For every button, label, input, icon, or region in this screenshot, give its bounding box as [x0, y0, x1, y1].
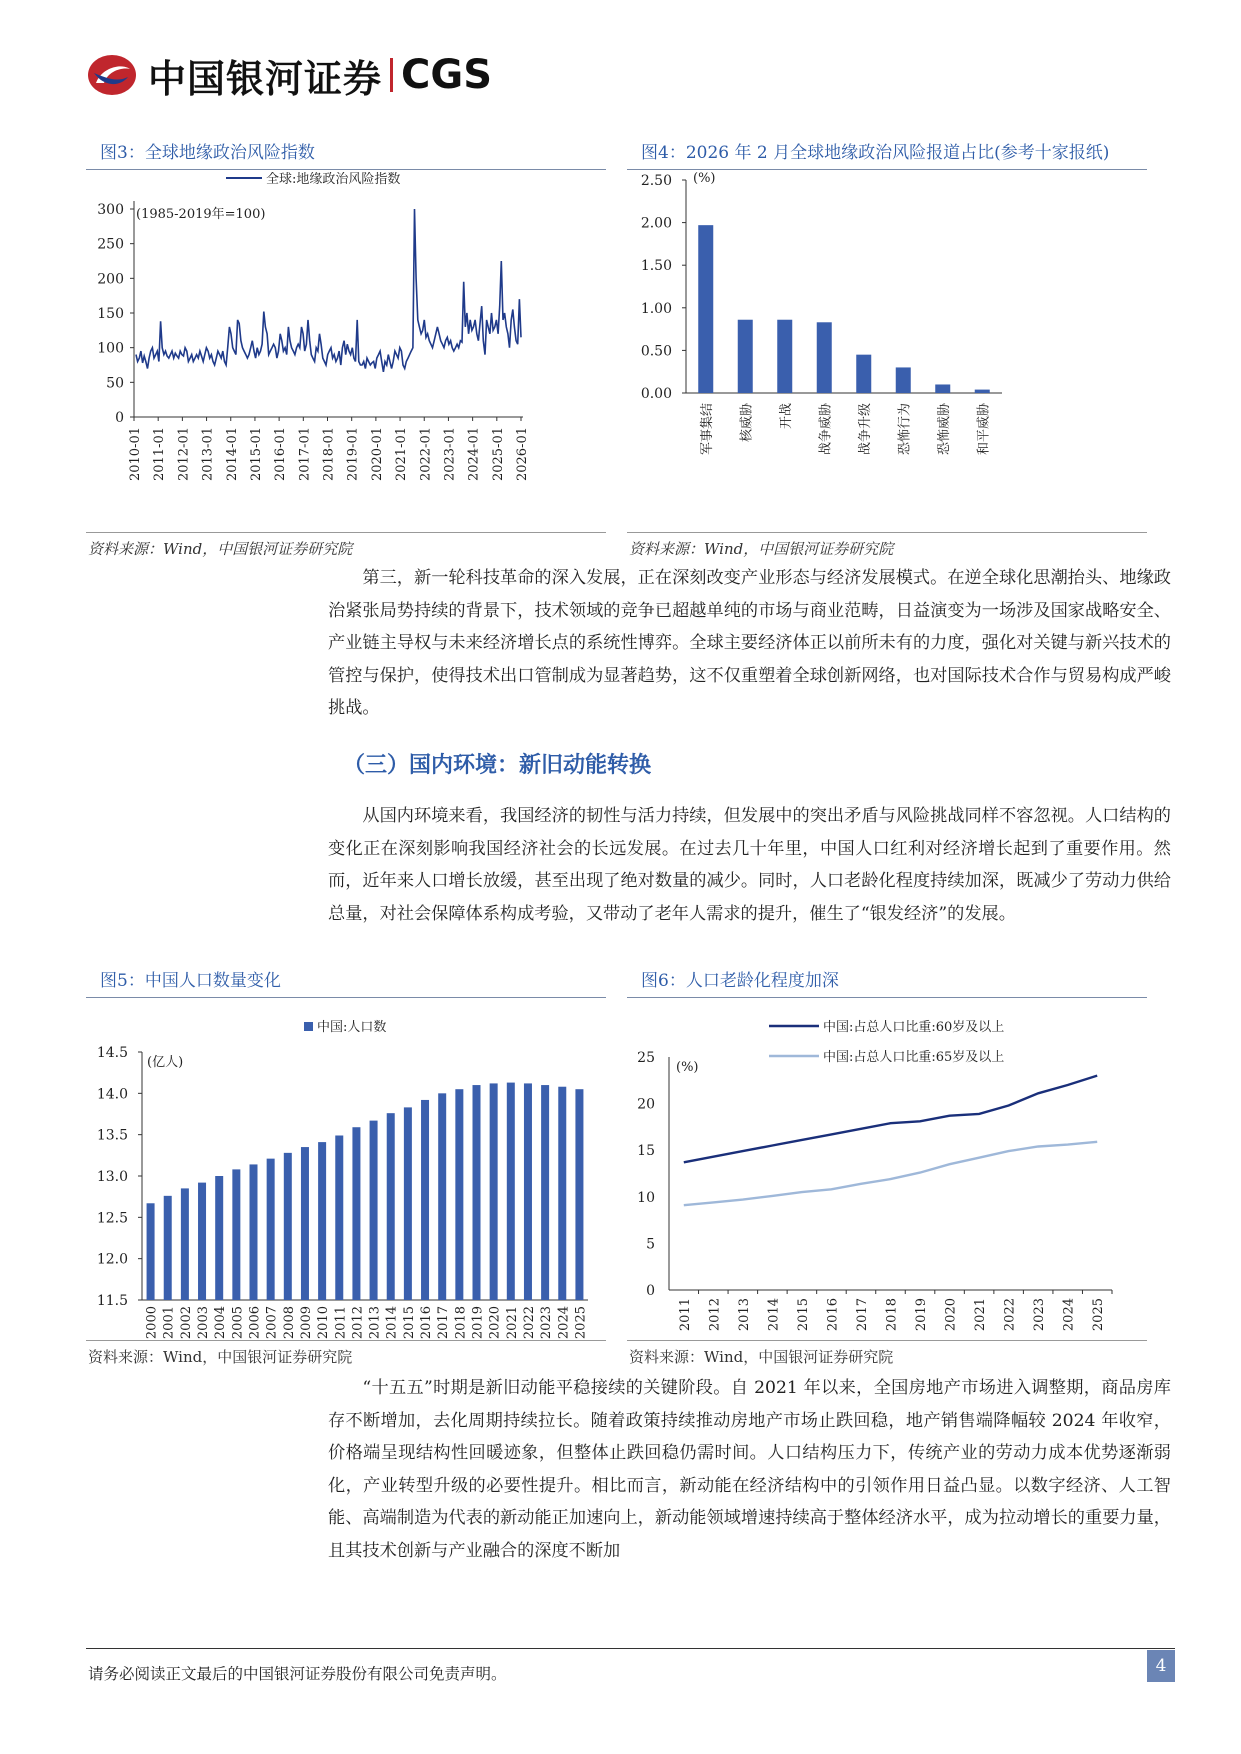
- x-tick-label: 2013: [736, 1298, 752, 1332]
- bar: [455, 1089, 463, 1300]
- bar: [301, 1147, 309, 1300]
- figure-3-rule: [86, 532, 606, 533]
- series-line-gpr: [136, 209, 521, 372]
- y-tick-label: 100: [97, 340, 124, 357]
- x-tick-label: 2021: [504, 1306, 520, 1340]
- bar: [524, 1083, 532, 1300]
- x-tick-label: 2019: [470, 1306, 486, 1340]
- chart-6: [627, 1000, 1147, 1340]
- y-tick-label: 0: [646, 1283, 655, 1299]
- figure-5: [86, 962, 606, 998]
- x-tick-label: 2017-01: [297, 427, 313, 482]
- x-tick-label: 2001: [161, 1306, 177, 1340]
- category-label: 核威胁: [739, 403, 755, 443]
- x-tick-label: 2024: [1061, 1298, 1077, 1332]
- legend-label: 全球:地缘政治风险指数: [266, 172, 401, 187]
- x-tick-label: 2020-01: [369, 427, 385, 482]
- brand-name-en: CGS: [401, 52, 493, 98]
- x-tick-label: 2011: [333, 1306, 349, 1340]
- y-tick-label: 2.50: [640, 173, 672, 189]
- category-label: 开战: [778, 403, 794, 430]
- x-tick-label: 2023: [539, 1306, 555, 1340]
- bar: [438, 1093, 446, 1300]
- bar: [856, 355, 871, 393]
- bar: [507, 1083, 515, 1300]
- bar: [181, 1188, 189, 1300]
- y-tick-label: 14.0: [96, 1086, 128, 1103]
- figure-6: [627, 962, 1147, 998]
- y-tick-label: 200: [97, 271, 124, 288]
- y-tick-label: 0.50: [640, 343, 672, 360]
- x-tick-label: 2014: [384, 1306, 400, 1340]
- y-tick-label: 10: [637, 1189, 655, 1206]
- x-tick-label: 2011: [677, 1298, 693, 1332]
- cgs-logo-icon: [86, 53, 138, 97]
- figure-4: [627, 134, 1147, 170]
- bar: [250, 1164, 258, 1300]
- bar: [267, 1159, 275, 1300]
- y-tick-label: 5: [646, 1236, 655, 1253]
- brand-name-cn: 中国银河证券: [148, 56, 383, 101]
- unit-label: (%): [693, 172, 716, 186]
- x-tick-label: 2005: [230, 1306, 246, 1340]
- x-tick-label: 2012-01: [176, 427, 192, 482]
- bar: [198, 1183, 206, 1300]
- figure-4-rule: [627, 532, 1147, 533]
- x-tick-label: 2004: [213, 1306, 229, 1340]
- category-label: 恐怖威胁: [936, 403, 952, 456]
- x-tick-label: 2013-01: [200, 427, 216, 482]
- legend-label: 中国:人口数: [317, 1020, 387, 1035]
- footer-rule: [86, 1648, 1175, 1649]
- x-tick-label: 2015: [795, 1298, 811, 1332]
- x-tick-label: 2019-01: [345, 427, 361, 482]
- figure-3-source: 资料来源：Wind，中国银河证券研究院: [88, 540, 353, 558]
- figure-6-title: 图6：人口老龄化程度加深: [627, 962, 1147, 998]
- bar: [387, 1113, 395, 1300]
- x-tick-label: 2024: [556, 1306, 572, 1340]
- bar: [490, 1083, 498, 1300]
- bar: [738, 320, 753, 393]
- x-tick-label: 2016: [419, 1306, 435, 1340]
- y-tick-label: 250: [97, 236, 124, 253]
- y-tick-label: 1.00: [640, 300, 672, 317]
- y-tick-label: 2.00: [640, 215, 672, 232]
- bar: [975, 390, 990, 393]
- y-tick-label: 13.5: [96, 1127, 128, 1144]
- x-tick-label: 2022-01: [418, 427, 434, 482]
- category-label: 战争升级: [857, 403, 873, 456]
- x-tick-label: 2021-01: [394, 427, 410, 482]
- category-label: 和平威胁: [976, 403, 992, 456]
- bar: [335, 1135, 343, 1300]
- x-tick-label: 2024-01: [466, 427, 482, 482]
- x-tick-label: 2015-01: [248, 427, 264, 482]
- x-tick-label: 2025-01: [490, 427, 506, 482]
- unit-label: (%): [676, 1060, 699, 1075]
- x-tick-label: 2014: [766, 1298, 782, 1332]
- x-tick-label: 2010: [316, 1306, 332, 1340]
- x-tick-label: 2020: [487, 1306, 503, 1340]
- y-tick-label: 25: [637, 1050, 655, 1066]
- page-number: 4: [1147, 1650, 1175, 1682]
- bar: [541, 1085, 549, 1300]
- legend-swatch: [304, 1022, 313, 1031]
- x-tick-label: 2023-01: [442, 427, 458, 482]
- x-tick-label: 2025: [573, 1306, 589, 1340]
- bar: [164, 1196, 172, 1300]
- y-tick-label: 11.5: [96, 1293, 128, 1309]
- figure-6-rule: [627, 1340, 1147, 1341]
- figure-4-source: 资料来源：Wind，中国银河证券研究院: [629, 540, 894, 558]
- bar: [698, 225, 713, 393]
- bar: [232, 1169, 240, 1300]
- unit-label: (亿人): [147, 1055, 184, 1070]
- x-tick-label: 2006: [247, 1306, 263, 1340]
- figure-5-title: 图5：中国人口数量变化: [86, 962, 606, 998]
- figure-6-source: 资料来源：Wind，中国银河证券研究院: [629, 1348, 894, 1366]
- x-tick-label: 2015: [401, 1306, 417, 1340]
- x-tick-label: 2022: [521, 1306, 537, 1340]
- x-tick-label: 2007: [264, 1306, 280, 1340]
- chart-note: (1985-2019年=100): [136, 207, 266, 222]
- bar: [896, 367, 911, 393]
- y-tick-label: 12.5: [96, 1210, 128, 1227]
- x-tick-label: 2017: [436, 1306, 452, 1340]
- y-tick-label: 300: [97, 202, 124, 218]
- y-tick-label: 14.5: [96, 1045, 128, 1061]
- bar: [473, 1085, 481, 1300]
- y-tick-label: 150: [97, 306, 124, 322]
- y-tick-label: 20: [637, 1096, 655, 1113]
- x-tick-label: 2016-01: [273, 427, 289, 482]
- legend-label-2: 中国:占总人口比重:65岁及以上: [823, 1050, 1005, 1065]
- x-tick-label: 2016: [825, 1298, 841, 1332]
- y-tick-label: 50: [106, 375, 124, 392]
- x-tick-label: 2018: [884, 1298, 900, 1332]
- paragraph-3: “十五五”时期是新旧动能平稳接续的关键阶段。自 2021 年以来，全国房地产市场进入调整期，商品房库存不断增加，去化周期持续拉长。随着政策持续推动房地产市场止跌回稳，地产销售端降幅较 2024 年收窄，价格端呈现结构性回暖迹象，但整体止跌回稳仍需时间。人口结构压力下，传统产业的劳动力成本优势逐渐弱化，产业转型升级的必要性提升。相比而言，新动能在经济结构中的引领作用日益凸显。以数字经济、人工智能、高端制造为代表的新动能正加速向上，新动能领域增速持续高于整体经济水平，成为拉动增长的重要力量，且其技术创新与产业融合的深度不断加: [328, 1378, 1171, 1561]
- x-tick-label: 2018: [453, 1306, 469, 1340]
- bar: [370, 1121, 378, 1300]
- bar: [318, 1142, 326, 1300]
- y-tick-label: 0.00: [640, 386, 672, 402]
- series-line-1: [684, 1076, 1097, 1163]
- chart-3: [86, 172, 606, 532]
- x-tick-label: 2003: [196, 1306, 212, 1340]
- section-heading-3: （三）国内环境：新旧动能转换: [343, 753, 652, 778]
- bar: [147, 1203, 155, 1300]
- y-tick-label: 15: [637, 1143, 655, 1160]
- x-tick-label: 2026-01: [515, 427, 530, 482]
- legend-label-1: 中国:占总人口比重:60岁及以上: [823, 1020, 1005, 1035]
- figure-5-source: 资料来源：Wind，中国银河证券研究院: [88, 1348, 353, 1366]
- x-tick-label: 2009: [298, 1306, 314, 1340]
- footer-disclaimer: 请务必阅读正文最后的中国银河证券股份有限公司免责声明。: [88, 1665, 507, 1683]
- x-tick-label: 2013: [367, 1306, 383, 1340]
- y-tick-label: 12.0: [96, 1251, 128, 1268]
- x-tick-label: 2017: [854, 1298, 870, 1332]
- bar: [817, 322, 832, 393]
- bar: [558, 1087, 566, 1300]
- brand-logo: [86, 50, 492, 100]
- y-tick-label: 1.50: [640, 258, 672, 275]
- chart-4: [627, 172, 1147, 532]
- x-tick-label: 2002: [178, 1306, 194, 1340]
- y-tick-label: 0: [115, 410, 124, 426]
- paragraph-1: 第三，新一轮科技革命的深入发展，正在深刻改变产业形态与经济发展模式。在逆全球化思潮抬头、地缘政治紧张局势持续的背景下，技术领域的竞争已超越单纯的市场与商业范畴，日益演变为一场涉及国家战略安全、产业链主导权与未来经济增长点的系统性博弈。全球主要经济体正以前所未有的力度，强化对关键与新兴技术的管控与保护，使得技术出口管制成为显著趋势，这不仅重塑着全球创新网络，也对国际技术合作与贸易构成严峻挑战。: [328, 568, 1171, 719]
- x-tick-label: 2008: [281, 1306, 297, 1340]
- x-tick-label: 2018-01: [321, 427, 337, 482]
- x-tick-label: 2014-01: [224, 427, 240, 482]
- brand-separator: [390, 58, 393, 92]
- figure-3-title: 图3：全球地缘政治风险指数: [86, 134, 606, 170]
- bar: [352, 1127, 360, 1300]
- x-tick-label: 2010-01: [128, 427, 143, 482]
- category-label: 恐怖行为: [897, 403, 913, 456]
- x-tick-label: 2023: [1032, 1298, 1048, 1332]
- bar: [421, 1100, 429, 1300]
- x-tick-label: 2020: [943, 1298, 959, 1332]
- paragraph-2: 从国内环境来看，我国经济的韧性与活力持续，但发展中的突出矛盾与风险挑战同样不容忽视。人口结构的变化正在深刻影响我国经济社会的长远发展。在过去几十年里，中国人口红利对经济增长起到了重要作用。然而，近年来人口增长放缓，甚至出现了绝对数量的减少。同时，人口老龄化程度持续加深，既减少了劳动力供给总量，对社会保障体系构成考验，又带动了老年人需求的提升，催生了“银发经济”的发展。: [328, 806, 1171, 924]
- bar: [215, 1176, 223, 1300]
- figure-5-rule: [86, 1340, 606, 1341]
- x-tick-label: 2012: [707, 1298, 723, 1332]
- y-tick-label: 13.0: [96, 1169, 128, 1185]
- x-tick-label: 2012: [350, 1306, 366, 1340]
- figure-3: [86, 134, 606, 170]
- x-tick-label: 2000: [144, 1306, 160, 1340]
- bar: [575, 1089, 583, 1300]
- x-tick-label: 2021: [973, 1298, 989, 1332]
- category-label: 军事集结: [699, 403, 715, 456]
- x-tick-label: 2019: [914, 1298, 930, 1332]
- bar: [284, 1153, 292, 1300]
- bar: [777, 320, 792, 393]
- figure-4-title: 图4：2026 年 2 月全球地缘政治风险报道占比(参考十家报纸): [627, 134, 1147, 170]
- x-tick-label: 2025: [1091, 1298, 1107, 1332]
- category-label: 战争威胁: [818, 403, 834, 456]
- x-tick-label: 2022: [1002, 1298, 1018, 1332]
- x-tick-label: 2011-01: [152, 427, 168, 482]
- bar: [935, 384, 950, 393]
- chart-5: [86, 1000, 606, 1340]
- bar: [404, 1107, 412, 1300]
